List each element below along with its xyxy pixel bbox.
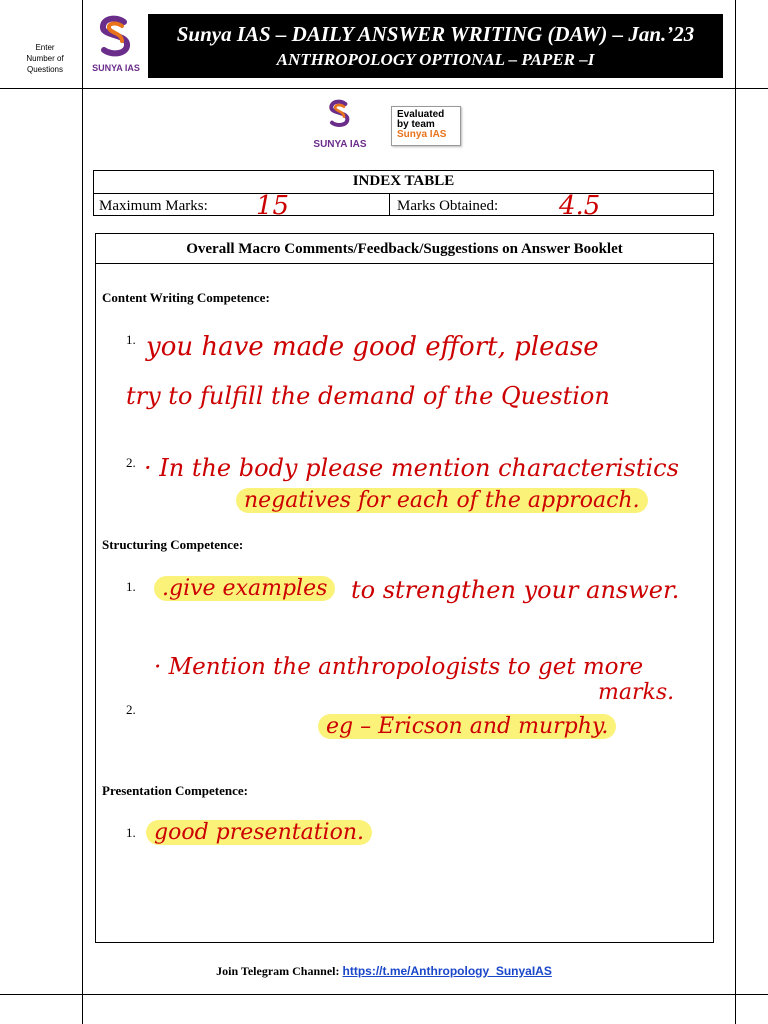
right-margin-line: [735, 0, 736, 1024]
structuring-item2-line1: · Mention the anthropologists to get more: [154, 654, 644, 680]
presentation-heading: Presentation Competence:: [102, 783, 248, 798]
index-table: [93, 170, 714, 221]
header-banner: [148, 14, 723, 78]
structuring-item1-line1b: to strengthen your answer.: [351, 576, 680, 604]
telegram-link[interactable]: https://t.me/Anthropology_SunyaIAS: [342, 964, 552, 978]
footer-label: Join Telegram Channel:: [216, 964, 343, 978]
sunya-logo: [86, 14, 146, 76]
content-item2-line2: [236, 488, 648, 513]
center-logo-text: SUNYA IAS: [313, 139, 367, 150]
footer: [0, 964, 768, 979]
content-item2-highlight: negatives for each of the approach.: [236, 488, 648, 513]
presentation-item1-num: 1.: [126, 825, 136, 840]
content-heading: Content Writing Competence:: [102, 290, 270, 305]
left-margin-line: [82, 0, 83, 1024]
logo-text: SUNYA IAS: [92, 63, 140, 73]
center-sunya-logo: [310, 94, 370, 150]
structuring-item2-num: 2.: [126, 702, 136, 717]
eval-line1: Evaluated: [397, 109, 445, 120]
index-divider: [389, 194, 390, 216]
eval-line3: Sunya IAS: [397, 129, 447, 140]
structuring-item2-line3: [318, 714, 616, 739]
presentation-item1-line1: [146, 820, 372, 845]
feedback-box: [95, 233, 714, 943]
sunya-s-icon: [320, 94, 360, 134]
header-title: Sunya IAS – DAILY ANSWER WRITING (DAW) – Jan.’23: [176, 22, 695, 46]
eval-line2: by team: [397, 119, 435, 130]
sunya-s-icon: [86, 14, 146, 60]
max-marks-value: 15: [256, 191, 290, 221]
feedback-title: Overall Macro Comments/Feedback/Suggestions on Answer Booklet: [96, 234, 713, 264]
header-subtitle: ANTHROPOLOGY OPTIONAL – PAPER –I: [276, 50, 595, 69]
structuring-item1-highlight: .give examples: [154, 576, 335, 601]
content-item1-num: 1.: [126, 332, 136, 347]
enter-number-label: Enter Number of Questions: [26, 43, 64, 74]
structuring-item2-line2: marks.: [598, 680, 675, 705]
marks-obtained-label: Marks Obtained:: [397, 198, 499, 214]
bottom-rule: [0, 994, 768, 995]
top-rule: [0, 88, 768, 89]
index-table-title: INDEX TABLE: [94, 171, 713, 194]
content-item2-num: 2.: [126, 455, 136, 470]
structuring-heading: Structuring Competence:: [102, 537, 244, 552]
marks-obtained-value: 4.5: [559, 191, 601, 221]
structuring-item1-num: 1.: [126, 579, 136, 594]
presentation-item1-highlight: good presentation.: [146, 820, 372, 845]
structuring-item1-line1: [154, 576, 335, 601]
structuring-item2-highlight: eg – Ericson and murphy.: [318, 714, 616, 739]
content-item1-line2: try to fulfill the demand of the Question: [126, 382, 610, 410]
content-item2-line1: · In the body please mention characteristics: [144, 454, 679, 482]
max-marks-label: Maximum Marks:: [99, 198, 208, 214]
content-item1-line1: you have made good effort, please: [146, 332, 599, 362]
evaluated-badge: [391, 106, 461, 146]
